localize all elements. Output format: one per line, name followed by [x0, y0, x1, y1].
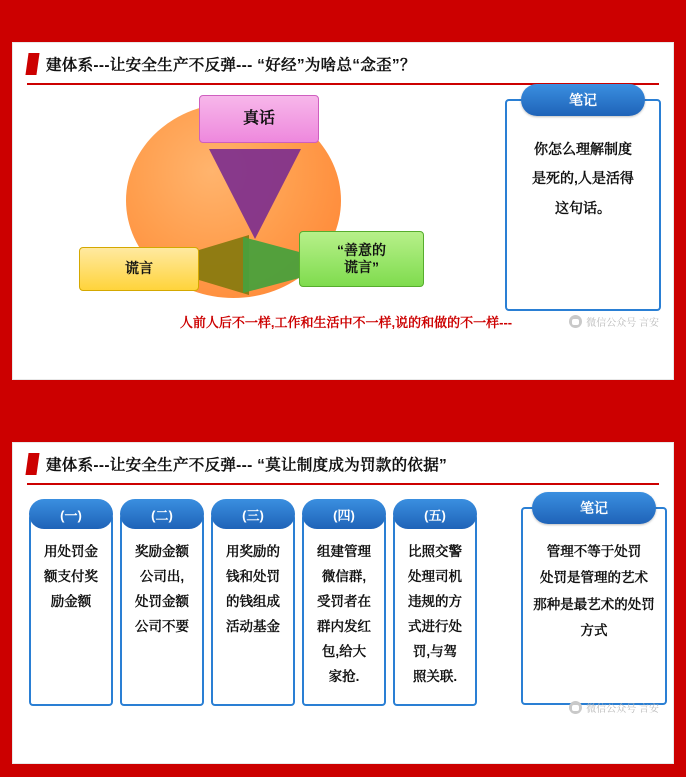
watermark-text: 微信公众号 言安 [586, 318, 659, 329]
note-line: 是死的,人是活得 [532, 170, 634, 187]
card-line: 活动基金 [226, 618, 280, 634]
measure-card-head: (二) [120, 499, 204, 529]
measure-card-body [211, 514, 295, 706]
card-line: 违规的方 [408, 593, 462, 609]
card-line: 公司不要 [135, 618, 189, 634]
slide-2 [12, 442, 674, 764]
card-line: 励金额 [50, 593, 92, 609]
wechat-icon [569, 315, 582, 328]
venn-label-white-lie [299, 231, 424, 287]
slide-2-title: 建体系---让安全生产不反弹--- “莫让制度成为罚款的依据” [46, 457, 448, 474]
slide-2-watermark [569, 700, 659, 715]
slide-1-note-panel [505, 92, 661, 311]
venn-diagram [31, 89, 471, 304]
measure-card-head: (一) [29, 499, 113, 529]
card-line: 式进行处 [408, 618, 462, 634]
measure-card-body [302, 514, 386, 706]
venn-label-white-lie-line2: 谎言” [344, 259, 379, 275]
note-line: 那种是最艺术的处罚 [533, 596, 655, 612]
measure-card-head: (三) [211, 499, 295, 529]
measure-card [302, 499, 386, 706]
card-line: 的钱组成 [226, 593, 280, 609]
card-line: 额支付奖 [44, 568, 98, 584]
slide-1-watermark [569, 314, 659, 329]
note-line: 这句话。 [555, 199, 611, 216]
measure-card-body [393, 514, 477, 706]
card-line: 家抢. [328, 668, 360, 684]
card-line: 照关联. [412, 668, 458, 684]
slide-1-body [13, 85, 673, 337]
measure-card-head: (五) [393, 499, 477, 529]
card-line: 微信群, [321, 568, 367, 584]
wechat-icon [569, 701, 582, 714]
card-line: 钱和处罚 [226, 568, 280, 584]
card-line: 群内发红 [317, 618, 371, 634]
card-line: 比照交警 [408, 544, 462, 559]
measure-card [211, 499, 295, 706]
card-line: 罚,与驾 [412, 643, 458, 659]
card-line: 用处罚金 [44, 544, 98, 559]
slide-1-note-body [507, 101, 659, 233]
card-line: 公司出, [139, 568, 185, 584]
measure-card-head: (四) [302, 499, 386, 529]
card-line: 处罚金额 [135, 593, 189, 609]
note-line: 你怎么理解制度 [534, 141, 632, 157]
card-line: 处理司机 [408, 568, 462, 584]
slide-2-note-body [523, 509, 665, 652]
slide-2-note-panel [521, 500, 667, 705]
red-bar-icon [25, 53, 39, 75]
slide-1-caption: 人前人后不一样,工作和生活中不一样,说的和做的不一样--- [179, 315, 513, 330]
slide-2-body [13, 485, 673, 723]
slide-1-title: 建体系---让安全生产不反弹--- “好经”为啥总“念歪”？ [46, 57, 416, 74]
venn-label-truth: 真话 [199, 95, 319, 143]
card-line: 受罚者在 [317, 593, 371, 609]
slide-2-title-row [13, 443, 673, 481]
measure-card-list [29, 499, 477, 706]
card-line: 奖励金额 [135, 544, 189, 559]
note-line: 方式 [580, 622, 608, 638]
note-line: 管理不等于处罚 [546, 544, 642, 559]
measure-card-body [29, 514, 113, 706]
card-line: 用奖励的 [226, 544, 280, 559]
slide-2-note-title: 笔记 [532, 492, 656, 524]
slide-1-title-row [13, 43, 673, 81]
measure-card-body [120, 514, 204, 706]
venn-label-white-lie-line1: “善意的 [337, 241, 386, 258]
measure-card [29, 499, 113, 706]
measure-card [120, 499, 204, 706]
card-line: 包,给大 [321, 643, 367, 659]
slide-1 [12, 42, 674, 380]
measure-card [393, 499, 477, 706]
card-line: 组建管理 [317, 544, 371, 559]
slide-1-note-title: 笔记 [521, 84, 645, 116]
red-bar-icon [25, 453, 39, 475]
note-line: 处罚是管理的艺术 [540, 570, 648, 586]
venn-label-lie: 谎言 [79, 247, 199, 291]
watermark-text: 微信公众号 言安 [586, 704, 659, 715]
venn-cone-purple [209, 149, 301, 239]
